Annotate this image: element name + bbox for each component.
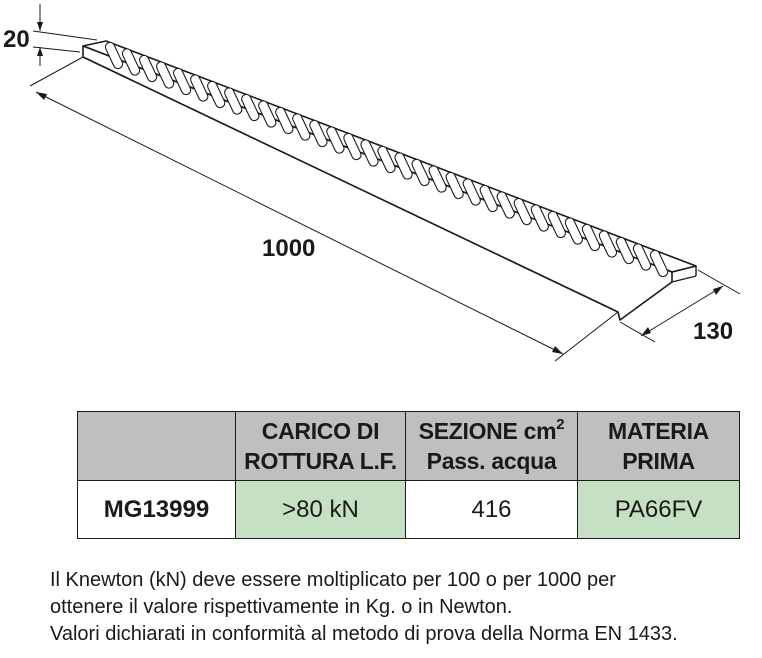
header-load xyxy=(236,412,406,481)
length-dim-ext-line xyxy=(555,312,618,361)
header-load-line2: ROTTURA L.F. xyxy=(244,448,397,474)
header-load-line1: CARICO DI xyxy=(261,418,380,444)
length-dim-ext-line xyxy=(30,57,83,86)
note-line-1: Il Knewton (kN) deve essere moltiplicato per 100 o per 1000 per xyxy=(50,569,616,591)
header-material-line2: PRIMA xyxy=(622,448,695,474)
product-code-cell: MG13999 xyxy=(78,481,236,539)
header-section xyxy=(406,412,578,481)
header-section-line1: SEZIONE cm xyxy=(418,418,557,444)
header-material-line1: MATERIA xyxy=(608,418,709,444)
load-value-cell: >80 kN xyxy=(236,481,406,539)
width-dim-arrow xyxy=(713,286,723,295)
header-section-sup: 2 xyxy=(556,416,565,433)
height-dimension-label: 20 xyxy=(3,26,30,53)
width-dimension-label: 130 xyxy=(693,318,734,345)
header-material xyxy=(578,412,740,481)
header-empty-cell xyxy=(78,412,236,481)
spec-table xyxy=(77,411,740,539)
section-value-cell: 416 xyxy=(406,481,578,539)
length-dim-arrow xyxy=(36,92,47,100)
material-value-cell: PA66FV xyxy=(578,481,740,539)
height-dim-arrow xyxy=(37,22,43,31)
length-dim-arrow xyxy=(552,346,563,354)
header-section-line2: Pass. acqua xyxy=(426,448,557,474)
note-line-2: ottenere il valore rispettivamente in Kg. o in Newton. xyxy=(50,596,513,618)
note-line-3: Valori dichiarati in conformità al metodo di prova della Norma EN 1433. xyxy=(50,623,678,645)
grate-side-edge xyxy=(83,57,618,312)
spec-table-header-row xyxy=(78,412,740,481)
spec-table-data-row xyxy=(78,481,740,539)
height-dim-ext-line xyxy=(33,31,97,40)
length-dimension-label: 1000 xyxy=(262,235,316,262)
notes xyxy=(50,567,762,648)
grate-lip-edge xyxy=(672,276,696,282)
